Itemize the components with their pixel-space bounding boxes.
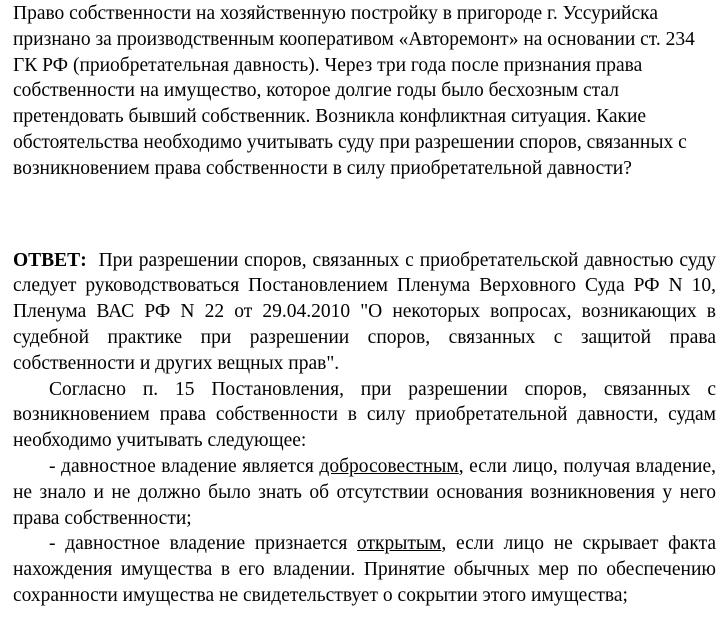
term-open: открытым [357, 533, 442, 555]
document-page [13, 0, 716, 609]
answer-intro-paragraph [13, 248, 716, 377]
term-good-faith: добросовестным [319, 455, 459, 477]
list-item-open [13, 531, 716, 608]
item2-before: - давностное владение признается [49, 533, 358, 555]
item1-before: - давностное владение является [49, 455, 320, 477]
list-item-good-faith [13, 454, 716, 531]
answer-intro-text: При разрешении споров, связанных с приобретательской давностью суду следует руководствоваться Постановлением Пленума Верховного Суда РФ N 10, Пленума ВАС РФ N 22 от 29.04.2010 "О некоторых вопросах, возникающих в судебной практике при разрешении споров, связанных с защитой права собственности и других вещных прав". [13, 249, 716, 374]
question-paragraph: Право собственности на хозяйственную постройку в пригороде г. Уссурийска признано за производственным кооперативом «Авторемонт» на основании ст. 234 ГК РФ (приобретательная давность). Через три года после признания права собственности на имущество, которое долгие годы было бесхозным стал претендовать бывший собственник. Возникла конфликтная ситуация. Какие обстоятельства необходимо учитывать суду при разрешении споров, связанных с возникновением права собственности в силу приобретательной давности? [13, 3, 695, 179]
item1-after: , если лицо, получая владение, не знало и не должно было знать об отсутствии основания возникновения у него права собственности; [13, 455, 716, 529]
blank-gap [13, 182, 716, 248]
answer-label: ОТВЕТ: [13, 249, 87, 271]
p15-paragraph: Согласно п. 15 Постановления, при разрешении споров, связанных с возникновением права собственности в силу приобретательной давности, судам необходимо учитывать следующее: [13, 378, 716, 452]
item2-after: , если лицо не скрывает факта нахождения имущества в его владении. Принятие обычных мер по обеспечению сохранности имущества не свидетельствует о сокрытии этого имущества; [13, 533, 716, 606]
